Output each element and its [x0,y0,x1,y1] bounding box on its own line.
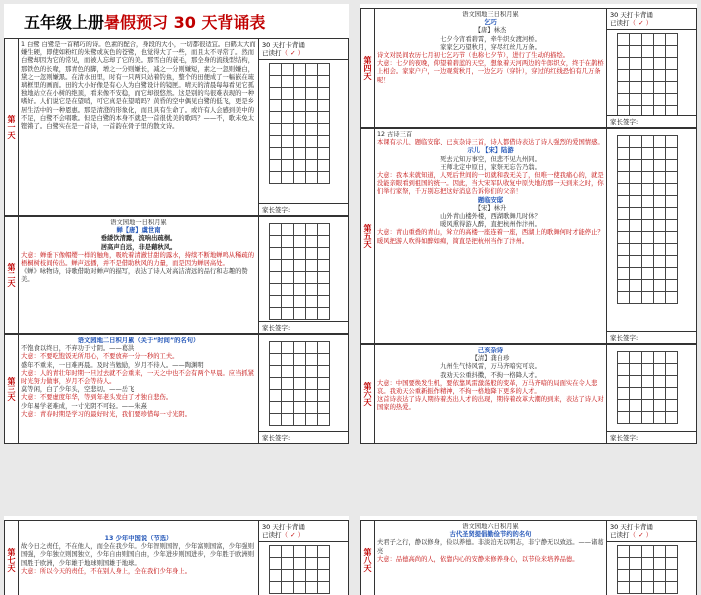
worksheet-page-3 [4,516,349,595]
recitation-text [21,219,256,285]
day-label: 第三天 [5,335,19,443]
checkin-title: 30 天打卡背诵 [610,11,653,19]
day-row [4,520,349,595]
recitation-line: 【清】龚自珍 [471,355,510,363]
recitation-line: 语文园地二日积月累（关于“时间”的名句） [77,337,200,344]
checkin-mark: （ ✓ ） [629,19,653,27]
checkin-header [607,9,696,30]
day-label: 第七天 [5,521,19,595]
checkin-title: 30 天打卡背诵 [262,41,305,49]
recitation-line: 己亥杂诗 [477,347,504,354]
recitation-line: 居高声自远，非是藉秋风。 [100,243,177,251]
day-row [360,520,697,595]
recitation-line: 死去元知万事空，但悲不见九州同。 [440,155,541,163]
recitation-line: 《蝉》咏物诗，诗歌借助对蝉声的描写，表达了诗人对高洁清远的品行和志趣的赞美。 [21,268,248,284]
recitation-line: 少年易学老难成，一寸光阴不可轻。——朱熹 [21,402,147,410]
day-label: 第八天 [361,521,375,595]
day-row [4,334,349,444]
checkin-grid[interactable] [269,223,329,319]
recitation-text [21,337,256,419]
recitation-line: 大意：七夕的夜晚，仰望着碧蓝的天空，想象着天河两边的牛郎织女，终于在鹊桥上相会。家家户户，一边观赏秋月，一边乞巧（穿针），穿过的红线恐怕有几万条呢！ [377,60,604,84]
checkin-mark: （ ✓ ） [629,531,653,539]
checkin-panel [606,129,696,343]
recitation-line: 大意：青春时期是学习的最好时光，我们要珍惜每一寸光阴。 [21,410,192,418]
recitation-line: 大意：蝉垂下像帽缨一样的触角，吸吮着清澈甘甜的露水，持续不断地蝉鸣从稀疏的梧桐树枝间传出。蝉声远播，并不是借助秋风的力量，而是因为蝉居高处。 [21,251,254,268]
recitation-line: 我劝天公重抖擞，不拘一格降人才。 [440,371,541,379]
recitation-line: 七夕今宵看碧霄，牵牛织女渡河桥。 [440,35,541,43]
checkin-label: 已读打 [610,19,630,27]
worksheet-page-1 [4,4,349,444]
recitation-line: 大意：所以今天的责任，不在别人身上，全在我们少年身上。 [21,567,192,575]
checkin-panel [606,345,696,443]
checkin-label: 已读打 [262,49,282,57]
day-label: 第一天 [5,39,19,215]
recitation-text [21,535,256,576]
checkin-grid[interactable] [617,33,677,117]
recitation-line: 古代圣贤提倡勤俭节约的名句 [449,531,532,539]
recitation-line: 不饱食以终日，不弃功于寸阴。——葛洪 [21,345,135,353]
recitation-line: 大意：品德高尚的人，依靠内心的安静来修养身心，以节俭来培养品德。 [377,555,579,563]
checkin-label: 已读打 [610,531,630,539]
recitation-line: 山外青山楼外楼，西湖歌舞几时休？ [440,213,541,221]
worksheet-page-4 [360,516,697,595]
day-label: 第四天 [361,9,375,127]
recitation-line: 九州生气恃风雷，万马齐喑究可哀。 [440,363,541,371]
recitation-text [21,41,256,131]
recitation-line: 垂緌饮清露，流响出疏桐。 [100,235,177,243]
recitation-line: 大意：我本来就知道，人死后世间的一切就和我无关了，但唯一使我痛心的，就是没能亲眼看到祖国的统一。因此，当大宋军队收复中原失地的那一天到来之时，你们举行家祭，千万别忘把这好消息告诉你们的父亲！ [377,172,604,196]
recitation-line: 题临安邸 [477,196,504,204]
recitation-text [377,347,604,413]
checkin-grid[interactable] [617,545,677,593]
worksheet-page-2 [360,4,697,444]
parent-signature[interactable]: 家长签字: [259,321,348,333]
checkin-grid[interactable] [269,63,329,183]
checkin-grid[interactable] [269,341,329,425]
recitation-line: 大意：不要虚度年华，等到年老头发白了才独自悲伤。 [21,394,173,402]
page-title [24,10,265,33]
recitation-line: 这首诗表达了诗人期待着杰出人才的出现，期待着改革大潮的到来，表达了诗人对国家的热爱。 [377,396,604,412]
parent-signature[interactable]: 家长签字: [607,115,696,127]
recitation-line: 1 白鹭 白鹭是一首精巧的诗。色素的配合，身段的大小，一切都很适宜。白鹤太大而嫌生硬，即使如粉红的朱鹭或灰色的苍鹭，也觉得大了一些，而且太不寻常了。然而白鹭却因为它的常见，而被人忘却了它的美。那雪白的蓑毛，那全身的流线型结构，那铁色的长喙，那青色的脚，增之一分则嫌长，减之一分则嫌短，素之一忽则嫌白，黛之一忽则嫌黑。在清水田里，时有一只两只站着钓鱼，整个的田便成了一幅嵌在琉璃框里的画面。田的大小好像是有心人为白鹭设计的镜匣。晴天的清晨每每看见它孤独地站立在小树的绝顶，看来像不安稳，而它却很悠然。这是别的鸟很难表现的一种嗜好。人们说它是在望哨，可它真是在望哨吗？黄昏的空中偶见白鹭的低飞，更是乡居生活中的一种恩惠。那是清澄的形象化，而且具有生命了。或许有人会感到美中的不足，白鹭不会唱歌。但是白鹭的本身不就是一首很优美的歌吗？——不，歌未免太铿锵了。白鹭实在是一首诗，一首韵在骨子里的散文诗。 [21,41,256,131]
recitation-line: 12 古诗三首 [377,131,413,138]
recitation-line: 大意：人的青壮年时期一旦过去就不会重来，一天之中也不会有两个早晨。应当抓紧时光努力做事，岁月不会等待人。 [21,369,254,386]
recitation-line: 13 少年中国说（节选） [104,535,173,542]
checkin-grid[interactable] [617,135,677,303]
checkin-grid[interactable] [617,351,677,423]
recitation-line: 乞巧 [484,19,497,27]
title-main: 暑假预习 30 天背诵表 [104,13,266,32]
checkin-title: 30 天打卡背诵 [262,523,305,531]
recitation-line: 大意：青山重叠的青山，耸立的高楼一座连着一座，西湖上的歌舞何时才能停止？暖风把游人吹得如醉如痴，简直是把杭州当作了汴州。 [377,229,604,245]
checkin-panel [606,521,696,595]
checkin-grid[interactable] [269,545,329,593]
recitation-line: 语文园地六日积月累 [462,523,519,530]
day-label: 第六天 [361,345,375,443]
checkin-label: 已读打 [262,531,282,539]
recitation-line: 故今日之责任，不在他人，而全在我少年。少年智则国智，少年富则国富，少年强则国强，少年独立则国独立，少年自由则国自由，少年进步则国进步，少年胜于欧洲则国胜于欧洲，少年雄于地球则国雄于地球。 [21,543,254,567]
checkin-panel [258,521,348,595]
recitation-line: 大意：不要吃饱饭无所用心，不要放弃一分一秒的工夫。 [21,353,179,361]
checkin-header [259,39,348,60]
checkin-panel [258,39,348,215]
checkin-header [607,521,696,542]
parent-signature[interactable]: 家长签字: [607,331,696,343]
day-label: 第二天 [5,217,19,333]
recitation-line: 语文园地一日积月累 [110,219,167,226]
checkin-title: 30 天打卡背诵 [610,523,653,531]
day-row [4,216,349,334]
recitation-line: 盛年不重来，一日难再晨。及时当勉励，岁月不待人。——陶渊明 [21,361,204,369]
checkin-mark: （ ✓ ） [281,49,305,57]
day-row [360,8,697,128]
day-row [4,38,349,216]
recitation-line: 莫等闲，白了少年头，空悲切。——岳飞 [21,386,135,394]
recitation-line: 【宋】林升 [474,204,507,212]
recitation-text [377,523,604,564]
title-grade: 五年级上册 [24,13,105,32]
recitation-line: 【唐】林杰 [474,27,507,35]
recitation-line: 王师北定中原日，家祭无忘告乃翁。 [440,163,541,171]
recitation-line: 本课有示儿、题临安邸、已亥杂诗三首，诗人都借诗表达了诗人强烈的爱国情感。 [377,139,604,147]
recitation-text [377,11,604,85]
day-row [360,128,697,344]
checkin-panel [258,217,348,333]
checkin-mark: （ ✓ ） [281,531,305,539]
recitation-line: 蝉【唐】虞世南 [116,227,161,235]
recitation-text [377,131,604,246]
checkin-panel [606,9,696,127]
recitation-line: 家家乞巧望秋月，穿尽红丝几万条。 [440,43,541,51]
parent-signature[interactable]: 家长签字: [259,431,348,443]
parent-signature[interactable]: 家长签字: [259,203,348,215]
day-row [360,344,697,444]
day-label: 第五天 [361,129,375,343]
parent-signature[interactable]: 家长签字: [607,431,696,443]
recitation-line: 暖风熏得游人醉，直把杭州作汴州。 [440,221,541,229]
checkin-panel [258,335,348,443]
recitation-line: 示儿 【宋】陆游 [467,147,514,155]
checkin-header [259,521,348,542]
recitation-line: 大意：中国要焕发生机，要依靠风雷激荡般的变革，万马齐喑的局面实在令人悲哀。我劝天公重新振作精神，不拘一格地降下更多的人才。 [377,379,598,396]
recitation-line: 夫君子之行，静以修身，俭以养德。非淡泊无以明志，非宁静无以致远。——诸葛亮 [377,539,604,555]
recitation-line: 诗文对民间农历七月初七乞巧节（也称七夕节），进行了生动的描绘。 [377,52,570,60]
recitation-line: 语文园地三日积月累 [462,11,519,18]
